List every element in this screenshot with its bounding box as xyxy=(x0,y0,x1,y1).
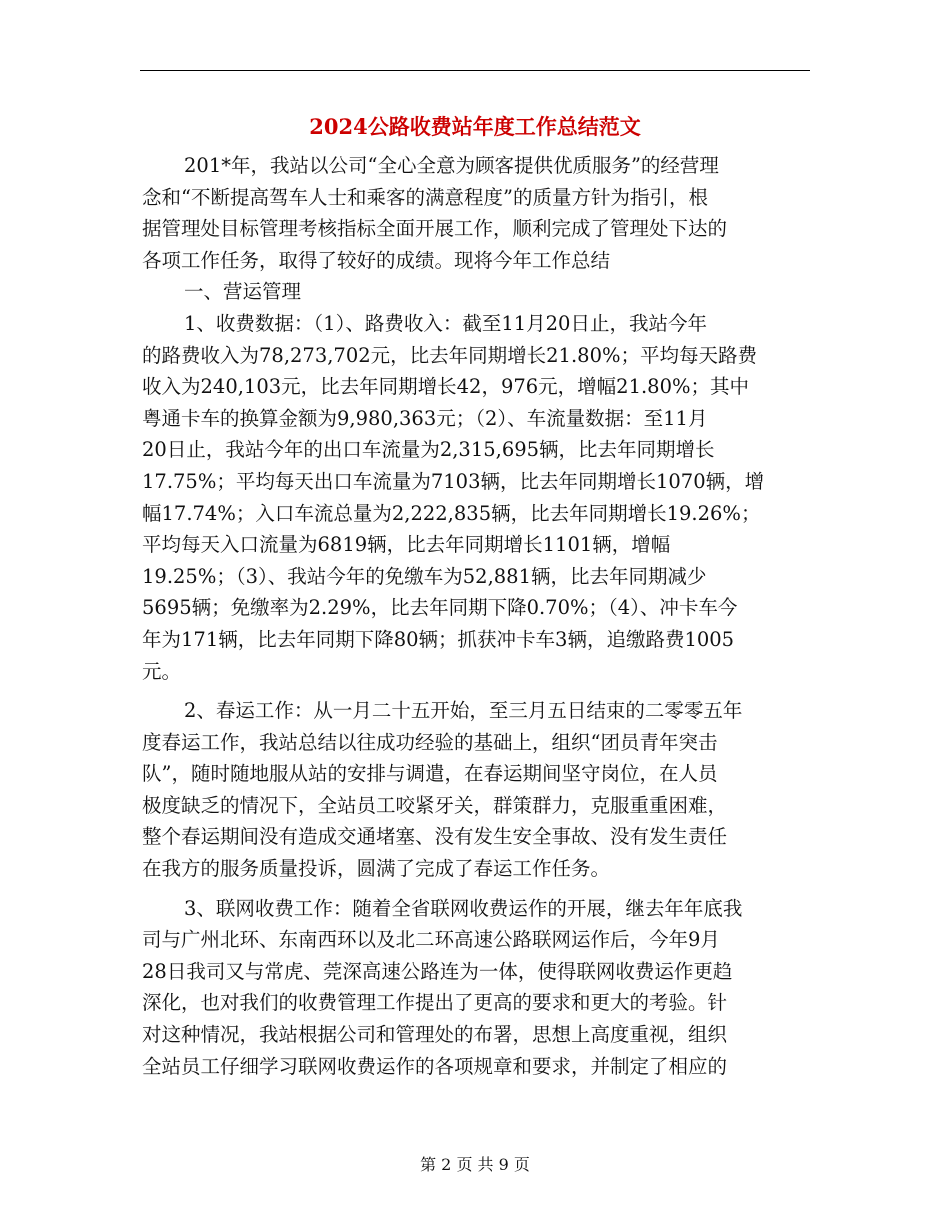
text-line: 平均每天入口流量为6819辆，比去年同期增长1101辆，增幅 xyxy=(142,533,671,557)
text-line: 念和“不断提高驾车人士和乘客的满意程度”的质量方针为指引，根 xyxy=(142,185,708,209)
text-line: 年为171辆，比去年同期下降80辆；抓获冲卡车3辆，追缴路费1005 xyxy=(142,627,735,651)
document-title: 2024公路收费站年度工作总结范文 xyxy=(309,114,641,139)
text-line: 整个春运期间没有造成交通堵塞、没有发生安全事故、没有发生责任 xyxy=(142,825,728,849)
text-line: 队”，随时随地服从站的安排与调遣，在春运期间坚守岗位，在人员 xyxy=(142,762,718,786)
text-line: 幅17.74%；入口车流总量为2,222,835辆，比去年同期增长19.26%； xyxy=(142,501,761,525)
text-line: 1、收费数据：（1）、路费收入：截至11月20日止，我站今年 xyxy=(184,311,707,335)
paragraph-intro xyxy=(142,150,812,276)
text-line: 2、春运工作：从一月二十五开始，至三月五日结束的二零零五年 xyxy=(184,699,743,723)
paragraph-network-toll xyxy=(142,893,812,1083)
paragraph-spring-transport xyxy=(142,695,812,885)
text-line: 201*年，我站以公司“全心全意为顾客提供优质服务”的经营理 xyxy=(184,154,719,177)
text-line: 极度缺乏的情况下，全站员工咬紧牙关，群策群力，克服重重困难， xyxy=(142,793,728,817)
text-line: 元。 xyxy=(142,659,182,683)
text-line: 深化，也对我们的收费管理工作提出了更高的要求和更大的考验。针 xyxy=(142,991,728,1015)
paragraph-toll-data xyxy=(142,308,812,687)
text-line: 各项工作任务，取得了较好的成绩。现将今年工作总结 xyxy=(142,248,611,272)
text-line: 收入为240,103元，比去年同期增长42，976元，增幅21.80%；其中 xyxy=(142,375,750,399)
section-heading: 一、营运管理 xyxy=(184,280,302,304)
text-line: 司与广州北环、东南西环以及北二环高速公路联网运作后，今年9月 xyxy=(142,928,720,952)
text-line: 20日止，我站今年的出口车流量为2,315,695辆，比去年同期增长 xyxy=(142,438,715,462)
section-heading-operations xyxy=(142,276,812,308)
text-line: 全站员工仔细学习联网收费运作的各项规章和要求，并制定了相应的 xyxy=(142,1054,728,1078)
text-line: 据管理处目标管理考核指标全面开展工作，顺利完成了管理处下达的 xyxy=(142,217,728,241)
text-line: 3、联网收费工作：随着全省联网收费运作的开展，继去年年底我 xyxy=(184,896,743,920)
paragraph-spacer xyxy=(142,687,812,695)
text-line: 对这种情况，我站根据公司和管理处的布署，思想上高度重视，组织 xyxy=(142,1023,728,1047)
text-line: 17.75%；平均每天出口车流量为7103辆，比去年同期增长1070辆，增 xyxy=(142,469,765,493)
header-rule xyxy=(140,70,810,71)
page-footer: 第 2 页 共 9 页 xyxy=(420,1155,530,1174)
text-line: 28日我司又与常虎、莞深高速公路连为一体，使得联网收费运作更趋 xyxy=(142,959,733,983)
text-line: 在我方的服务质量投诉，圆满了完成了春运工作任务。 xyxy=(142,857,611,881)
text-line: 度春运工作，我站总结以往成功经验的基础上，组织“团员青年突击 xyxy=(142,730,718,754)
text-line: 粤通卡车的换算金额为9,980,363元；（2）、车流量数据：至11月 xyxy=(142,406,708,430)
paragraph-spacer xyxy=(142,885,812,893)
text-line: 的路费收入为78,273,702元，比去年同期增长21.80%；平均每天路费 xyxy=(142,343,758,367)
document-body xyxy=(142,150,812,1082)
text-line: 19.25%；（3）、我站今年的免缴车为52,881辆，比去年同期减少 xyxy=(142,564,707,588)
text-line: 5695辆；免缴率为2.29%，比去年同期下降0.70%；（4）、冲卡车今 xyxy=(142,596,738,620)
